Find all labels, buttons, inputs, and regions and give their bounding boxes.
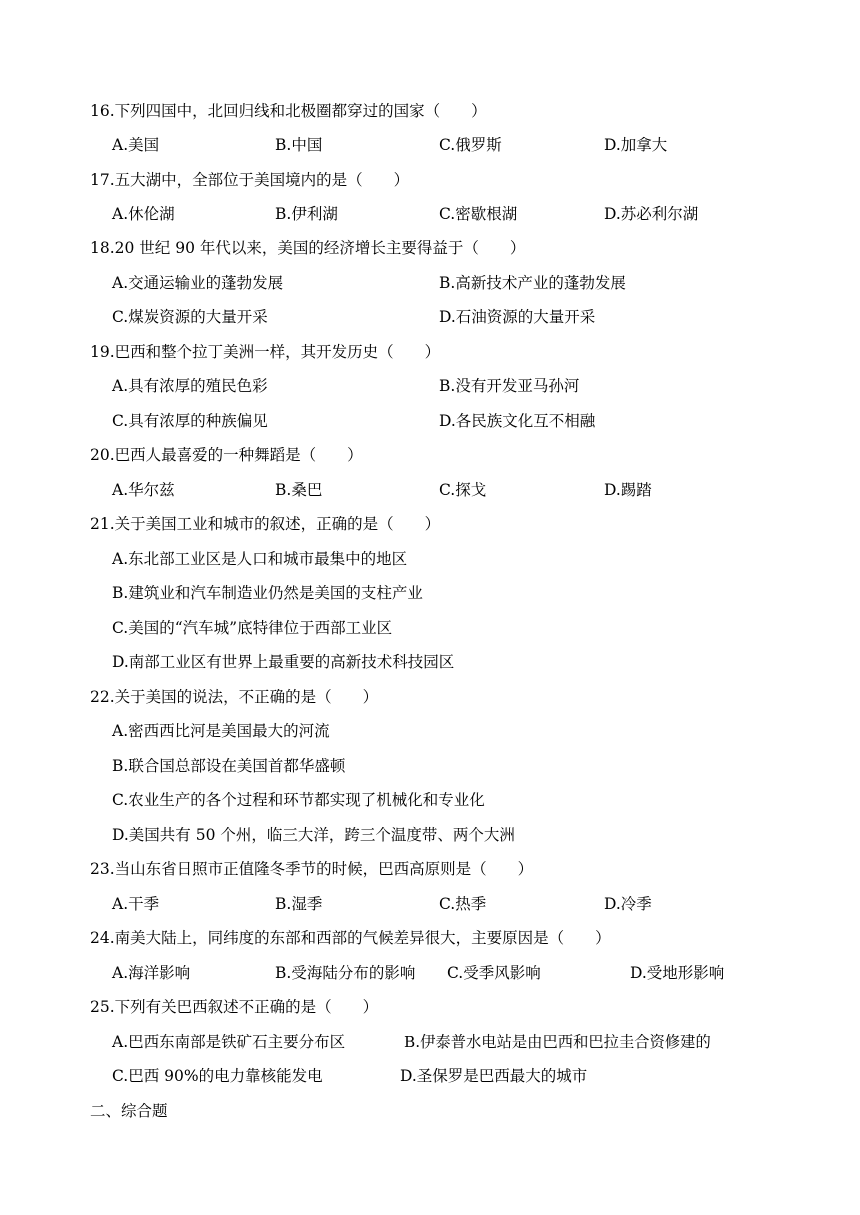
question-25-option-b: B.伊泰普水电站是由巴西和巴拉圭合资修建的 bbox=[404, 1033, 711, 1051]
question-18-option-b: B.高新技术产业的蓬勃发展 bbox=[439, 274, 626, 292]
question-23-option-b: B.湿季 bbox=[275, 895, 323, 913]
question-21-option-b: B.建筑业和汽车制造业仍然是美国的支柱产业 bbox=[112, 584, 423, 602]
question-22-option-c: C.农业生产的各个过程和环节都实现了机械化和专业化 bbox=[112, 791, 485, 809]
question-18-option-a: A.交通运输业的蓬勃发展 bbox=[112, 274, 284, 292]
question-20-option-b: B.桑巴 bbox=[275, 481, 323, 499]
question-24-stem: 24.南美大陆上，同纬度的东部和西部的气候差异很大，主要原因是（ ） bbox=[90, 929, 611, 947]
question-19-stem: 19.巴西和整个拉丁美洲一样，其开发历史（ ） bbox=[90, 343, 441, 361]
question-25-stem: 25.下列有关巴西叙述不正确的是（ ） bbox=[90, 998, 379, 1016]
section-heading: 二、综合题 bbox=[90, 1102, 168, 1120]
question-20-option-c: C.探戈 bbox=[439, 481, 487, 499]
question-21-option-c: C.美国的“汽车城”底特律位于西部工业区 bbox=[112, 619, 393, 637]
question-19-option-d: D.各民族文化互不相融 bbox=[439, 412, 596, 430]
question-18-stem: 18.20 世纪 90 年代以来，美国的经济增长主要得益于（ ） bbox=[90, 239, 526, 257]
question-20-stem: 20.巴西人最喜爱的一种舞蹈是（ ） bbox=[90, 446, 363, 464]
question-21-option-a: A.东北部工业区是人口和城市最集中的地区 bbox=[112, 550, 408, 568]
question-23-option-d: D.冷季 bbox=[604, 895, 652, 913]
question-24-option-b: B.受海陆分布的影响 bbox=[275, 964, 416, 982]
question-19-option-b: B.没有开发亚马孙河 bbox=[439, 377, 580, 395]
question-24-option-c: C.受季风影响 bbox=[447, 964, 541, 982]
question-16-option-d: D.加拿大 bbox=[604, 136, 668, 154]
question-18-option-d: D.石油资源的大量开采 bbox=[439, 308, 596, 326]
question-23-option-c: C.热季 bbox=[439, 895, 487, 913]
question-17-option-c: C.密歇根湖 bbox=[439, 205, 518, 223]
question-24-option-d: D.受地形影响 bbox=[630, 964, 725, 982]
question-20-option-a: A.华尔兹 bbox=[112, 481, 175, 499]
question-20-option-d: D.踢踏 bbox=[604, 481, 652, 499]
question-17-stem: 17.五大湖中，全部位于美国境内的是（ ） bbox=[90, 171, 410, 189]
question-17-option-a: A.休伦湖 bbox=[112, 205, 175, 223]
question-19-option-c: C.具有浓厚的种族偏见 bbox=[112, 412, 268, 430]
question-22-option-b: B.联合国总部设在美国首都华盛顿 bbox=[112, 757, 346, 775]
question-19-option-a: A.具有浓厚的殖民色彩 bbox=[112, 377, 268, 395]
question-23-stem: 23.当山东省日照市正值隆冬季节的时候，巴西高原则是（ ） bbox=[90, 860, 534, 878]
question-17-option-d: D.苏必利尔湖 bbox=[604, 205, 699, 223]
question-22-stem: 22.关于美国的说法，不正确的是（ ） bbox=[90, 688, 379, 706]
question-16-option-a: A.美国 bbox=[112, 136, 160, 154]
question-25-option-a: A.巴西东南部是铁矿石主要分布区 bbox=[112, 1033, 346, 1051]
question-17-option-b: B.伊利湖 bbox=[275, 205, 338, 223]
question-24-option-a: A.海洋影响 bbox=[112, 964, 191, 982]
question-16-option-b: B.中国 bbox=[275, 136, 323, 154]
question-23-option-a: A.干季 bbox=[112, 895, 160, 913]
question-16-option-c: C.俄罗斯 bbox=[439, 136, 502, 154]
question-21-stem: 21.关于美国工业和城市的叙述，正确的是（ ） bbox=[90, 515, 441, 533]
question-25-option-c: C.巴西 90%的电力靠核能发电 bbox=[112, 1067, 323, 1085]
question-22-option-d: D.美国共有 50 个州，临三大洋，跨三个温度带、两个大洲 bbox=[112, 826, 515, 844]
question-25-option-d: D.圣保罗是巴西最大的城市 bbox=[400, 1067, 588, 1085]
question-16-stem: 16.下列四国中，北回归线和北极圈都穿过的国家（ ） bbox=[90, 102, 487, 120]
question-21-option-d: D.南部工业区有世界上最重要的高新技术科技园区 bbox=[112, 653, 455, 671]
question-22-option-a: A.密西西比河是美国最大的河流 bbox=[112, 722, 330, 740]
question-18-option-c: C.煤炭资源的大量开采 bbox=[112, 308, 268, 326]
